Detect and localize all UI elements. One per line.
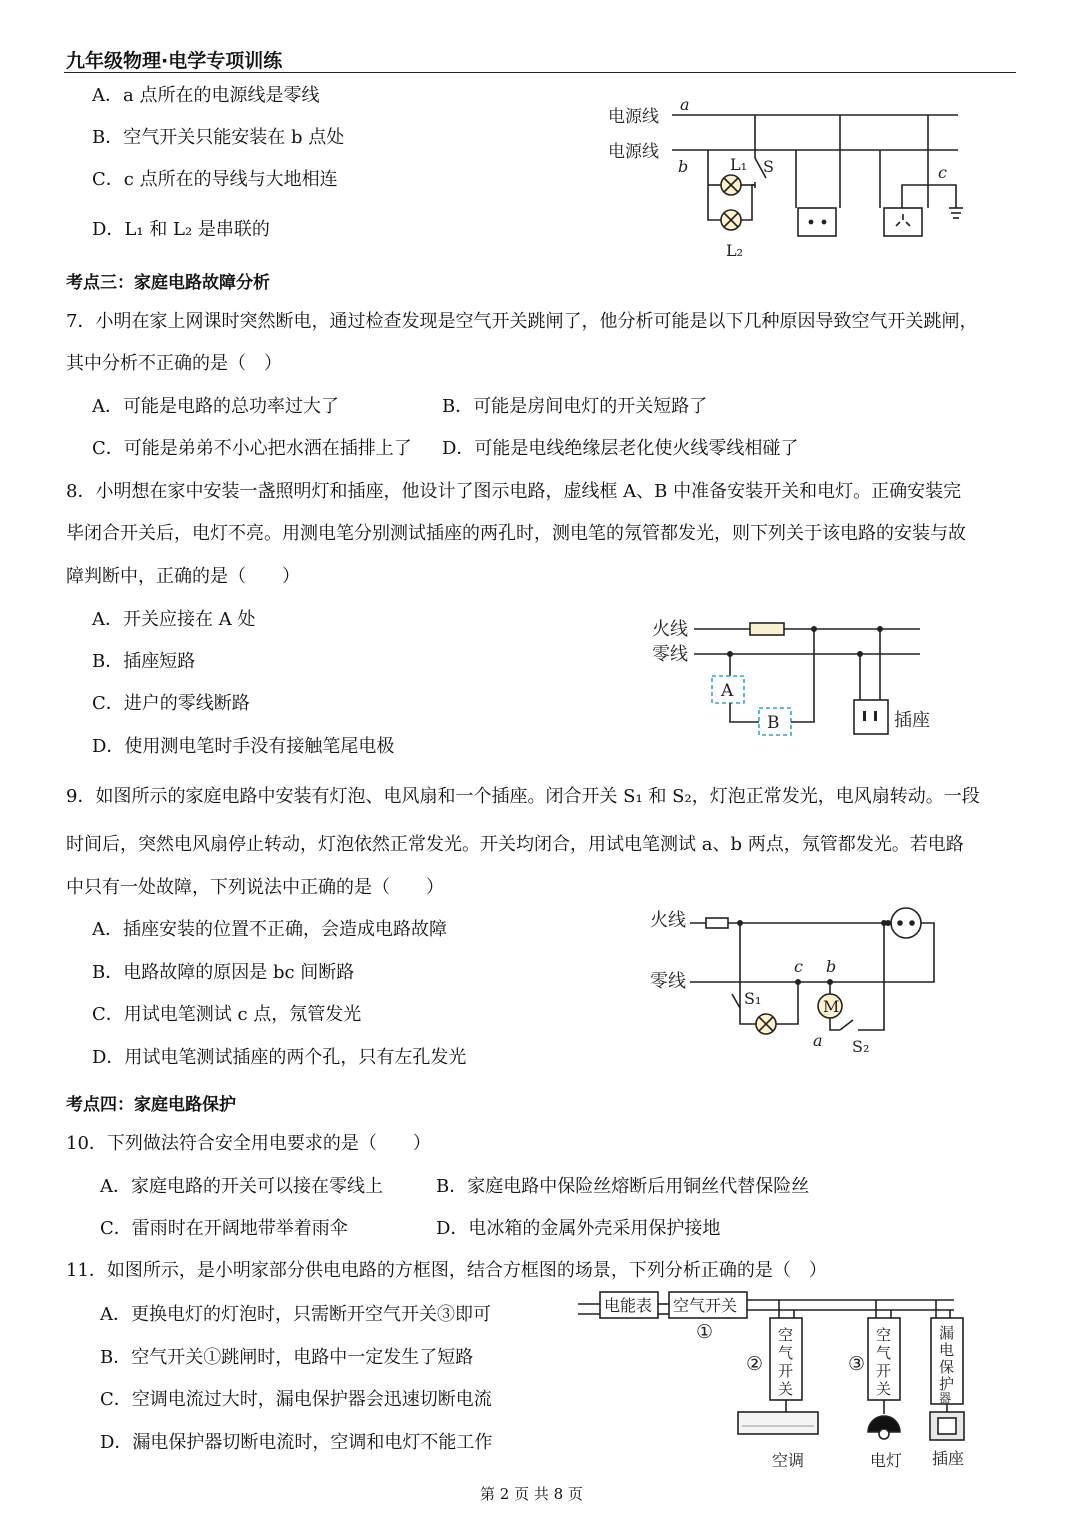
q8-stem-line-2: 毕闭合开关后，电灯不亮。用测电笔分别测试插座的两孔时，测电笔的氖管都发光，则下列关于该电路的安装与故 — [66, 523, 966, 544]
svg-text:保: 保 — [939, 1358, 955, 1376]
q11-meter-label: 电能表 — [604, 1296, 653, 1315]
q8-option-b: B．插座短路 — [92, 651, 196, 672]
q10-option-a: A．家庭电路的开关可以接在零线上 — [100, 1176, 383, 1197]
q8-stem-line-3: 障判断中，正确的是（ ） — [66, 566, 300, 587]
q10-stem: 10．下列做法符合安全用电要求的是（ ） — [66, 1133, 431, 1154]
svg-text:漏: 漏 — [939, 1324, 955, 1342]
q8-socket-label: 插座 — [894, 710, 930, 731]
q10-option-d: D．电冰箱的金属外壳采用保护接地 — [436, 1218, 721, 1239]
q6-point-b: b — [678, 157, 689, 176]
q11-label-3: ③ — [848, 1353, 866, 1375]
page-footer: 第 2 页 共 8 页 — [480, 1485, 583, 1503]
svg-text:气: 气 — [778, 1344, 794, 1362]
q7-option-c: C．可能是弟弟不小心把水洒在插排上了 — [92, 438, 412, 459]
q6-three-pin-socket-icon — [884, 208, 922, 236]
q11-stem: 11．如图所示，是小明家部分供电电路的方框图，结合方框图的场景，下列分析正确的是（ ） — [66, 1260, 827, 1281]
q11-label-1: ① — [696, 1321, 714, 1343]
q9-motor-label: M — [823, 997, 840, 1016]
q11-air-conditioner-icon — [738, 1412, 818, 1434]
q9-switch-s1 — [732, 994, 740, 1008]
svg-text:空: 空 — [876, 1326, 892, 1344]
q6-option-c: C．c 点所在的导线与大地相连 — [92, 169, 338, 190]
q7-option-d: D．可能是电线绝缘层老化使火线零线相碰了 — [442, 438, 799, 459]
q9-socket-icon — [891, 908, 921, 938]
q8-neutral-label: 零线 — [652, 644, 688, 665]
q6-option-d: D．L₁ 和 L₂ 是串联的 — [92, 219, 270, 240]
section-3-heading: 考点三：家庭电路故障分析 — [66, 273, 270, 293]
q6-circuit-diagram — [600, 90, 1000, 270]
q8-box-b-label: B — [767, 713, 780, 733]
q6-label-l1: L₁ — [730, 155, 748, 174]
q9-switch-s2 — [840, 1020, 853, 1030]
q6-line-label-1: 电源线 — [608, 107, 659, 127]
q9-point-c: c — [794, 957, 803, 976]
q9-label-s1: S₁ — [744, 989, 762, 1008]
q11-main-switch-label: 空气开关 — [673, 1296, 738, 1315]
q9-circuit-diagram — [648, 900, 958, 1065]
q11-block-diagram — [576, 1288, 976, 1480]
q8-fuse-icon — [750, 623, 784, 635]
q10-option-b: B．家庭电路中保险丝熔断后用铜丝代替保险丝 — [436, 1176, 810, 1197]
svg-text:关: 关 — [778, 1380, 794, 1398]
section-4-heading: 考点四：家庭电路保护 — [66, 1095, 236, 1115]
q6-label-s: S — [763, 157, 774, 176]
q9-fuse-icon — [706, 918, 728, 928]
page-header-title: 九年级物理·电学专项训练 — [66, 50, 283, 72]
svg-text:空: 空 — [778, 1326, 794, 1344]
q8-option-d: D．使用测电笔时手没有接触笔尾电极 — [92, 736, 395, 757]
svg-text:电: 电 — [939, 1341, 955, 1359]
q8-option-a: A．开关应接在 A 处 — [92, 609, 256, 630]
q8-box-a-label: A — [721, 681, 734, 701]
q11-option-b: B．空气开关①跳闸时，电路中一定发生了短路 — [100, 1347, 474, 1368]
q9-point-b: b — [826, 957, 837, 976]
q11-option-c: C．空调电流过大时，漏电保护器会迅速切断电流 — [100, 1389, 492, 1410]
q7-option-a: A．可能是电路的总功率过大了 — [92, 396, 339, 417]
svg-text:关: 关 — [876, 1380, 892, 1398]
q9-option-c: C．用试电笔测试 c 点，氖管发光 — [92, 1004, 362, 1025]
q11-option-a: A．更换电灯的灯泡时，只需断开空气开关③即可 — [100, 1304, 491, 1325]
q9-live-label: 火线 — [650, 910, 686, 931]
q6-line-label-2: 电源线 — [608, 142, 659, 162]
q6-option-b: B．空气开关只能安装在 b 点处 — [92, 127, 345, 148]
q8-socket-icon — [854, 700, 888, 734]
q11-ac-label: 空调 — [772, 1451, 805, 1470]
q7-stem-line-1: 7．小明在家上网课时突然断电，通过检查发现是空气开关跳闸了，他分析可能是以下几种原因导致空气开关跳闸， — [66, 311, 978, 332]
q9-label-s2: S₂ — [852, 1037, 870, 1056]
q6-option-a: A．a 点所在的电源线是零线 — [92, 85, 320, 106]
q6-point-a: a — [680, 95, 690, 114]
q9-point-a: a — [813, 1031, 823, 1050]
q6-two-pin-socket-icon — [798, 208, 836, 236]
q9-option-a: A．插座安装的位置不正确，会造成电路故障 — [92, 919, 447, 940]
svg-text:器: 器 — [939, 1391, 952, 1405]
q6-point-c: c — [938, 163, 947, 182]
q8-stem-line-1: 8．小明想在家中安装一盏照明灯和插座，他设计了图示电路，虚线框 A、B 中准备安装开关和电灯。正确安装完 — [66, 481, 962, 502]
svg-text:气: 气 — [876, 1344, 892, 1362]
svg-text:护: 护 — [939, 1375, 955, 1393]
q9-option-b: B．电路故障的原因是 bc 间断路 — [92, 962, 355, 983]
q8-option-c: C．进户的零线断路 — [92, 693, 250, 714]
header-rule — [64, 72, 1016, 73]
q9-stem-line-1: 9．如图所示的家庭电路中安装有灯泡、电风扇和一个插座。闭合开关 S₁ 和 S₂，灯泡正常发光，电风扇转动。一段 — [66, 786, 980, 807]
q9-stem-line-3: 中只有一处故障，下列说法中正确的是（ ） — [66, 877, 444, 898]
q9-stem-line-2: 时间后，突然电风扇停止转动，灯泡依然正常发光。开关均闭合，用试电笔测试 a、b 两点，氖管都发光。若电路 — [66, 834, 964, 855]
q7-stem-line-2: 其中分析不正确的是（ ） — [66, 353, 282, 374]
q11-option-d: D．漏电保护器切断电流时，空调和电灯不能工作 — [100, 1432, 493, 1453]
q9-neutral-label: 零线 — [650, 971, 686, 992]
q11-socket-label: 插座 — [932, 1449, 965, 1468]
q9-option-d: D．用试电笔测试插座的两个孔，只有左孔发光 — [92, 1047, 467, 1068]
q8-live-label: 火线 — [652, 619, 688, 640]
q6-label-l2: L₂ — [726, 241, 744, 260]
q7-option-b: B．可能是房间电灯的开关短路了 — [442, 396, 708, 417]
svg-text:开: 开 — [778, 1362, 794, 1380]
q8-circuit-diagram — [648, 612, 988, 742]
q11-label-2: ② — [746, 1353, 764, 1375]
q11-lamp-label: 电灯 — [870, 1451, 903, 1470]
svg-text:开: 开 — [876, 1362, 892, 1380]
q10-option-c: C．雷雨时在开阔地带举着雨伞 — [100, 1218, 348, 1239]
